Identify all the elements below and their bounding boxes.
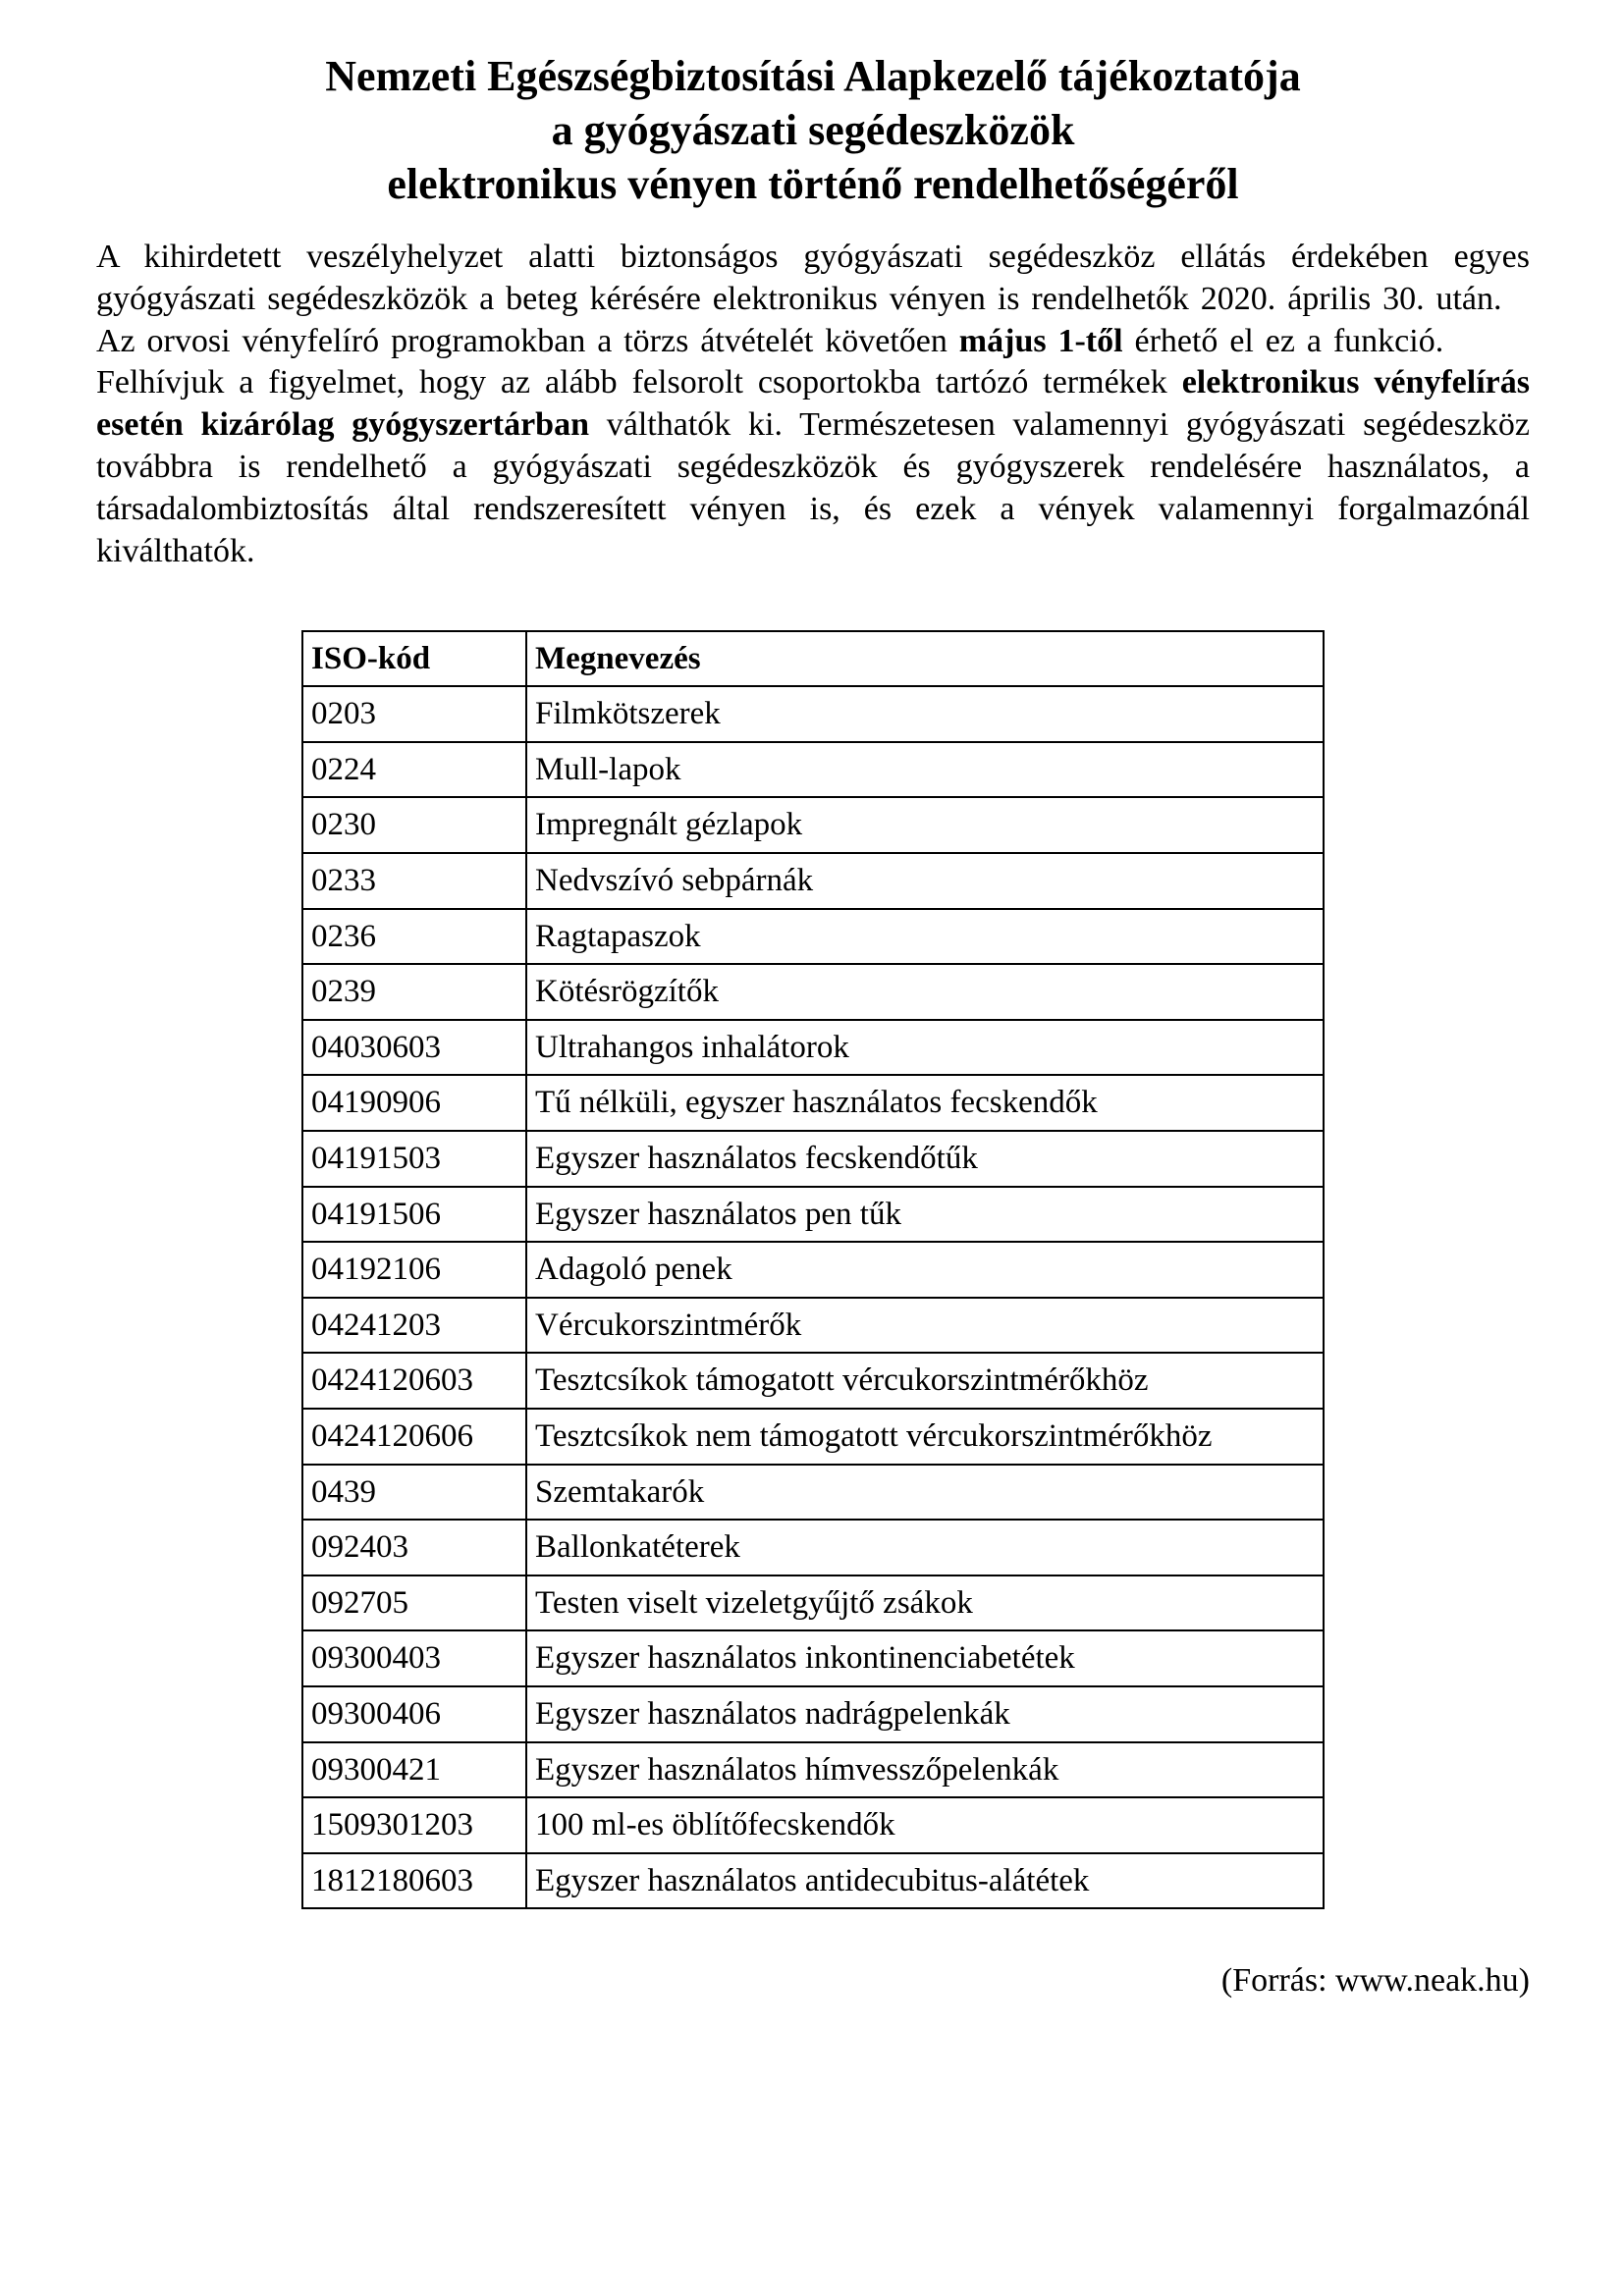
iso-code-cell: 04241203 [302, 1298, 526, 1354]
product-name-cell: Nedvszívó sebpárnák [526, 853, 1324, 909]
iso-code-cell: 092403 [302, 1520, 526, 1575]
iso-code-table [301, 630, 1325, 1910]
iso-code-cell: 04191503 [302, 1131, 526, 1187]
product-name-cell: Ragtapaszok [526, 909, 1324, 965]
table-row [302, 1630, 1324, 1686]
product-name-cell: Egyszer használatos hímvesszőpelenkák [526, 1742, 1324, 1798]
iso-code-cell: 0203 [302, 686, 526, 742]
table-row [302, 1353, 1324, 1409]
table-row [302, 1075, 1324, 1131]
product-name-cell: Ballonkatéterek [526, 1520, 1324, 1575]
product-name-cell: Egyszer használatos fecskendőtűk [526, 1131, 1324, 1187]
iso-code-cell: 04190906 [302, 1075, 526, 1131]
iso-code-cell: 1812180603 [302, 1853, 526, 1909]
table-row [302, 1742, 1324, 1798]
iso-code-cell: 0239 [302, 964, 526, 1020]
iso-code-cell: 04192106 [302, 1242, 526, 1298]
iso-code-cell: 09300406 [302, 1686, 526, 1742]
iso-code-cell: 0424120606 [302, 1409, 526, 1465]
iso-code-cell: 0230 [302, 797, 526, 853]
product-name-cell: Egyszer használatos nadrágpelenkák [526, 1686, 1324, 1742]
column-header-megnevezes: Megnevezés [526, 631, 1324, 687]
product-name-cell: Tű nélküli, egyszer használatos fecskendők [526, 1075, 1324, 1131]
product-name-cell: Egyszer használatos antidecubitus-alátétek [526, 1853, 1324, 1909]
iso-code-cell: 1509301203 [302, 1797, 526, 1853]
paragraph-availability-date [96, 321, 1530, 363]
product-name-cell: Kötésrögzítők [526, 964, 1324, 1020]
table-row [302, 853, 1324, 909]
paragraph-availability-bold-date: május 1-től [958, 322, 1123, 359]
table-row [302, 797, 1324, 853]
paragraph-intro [96, 237, 1530, 321]
iso-code-cell: 09300421 [302, 1742, 526, 1798]
iso-code-cell: 04191506 [302, 1187, 526, 1243]
table-row [302, 1686, 1324, 1742]
table-row [302, 1575, 1324, 1631]
paragraph-pharmacy-text-lead: Felhívjuk a figyelmet, hogy az alább felsorolt csoportokba tartózó termékek [96, 364, 1182, 401]
iso-code-cell: 0236 [302, 909, 526, 965]
paragraph-availability-text-lead: Az orvosi vényfelíró programokban a törzs átvételét követően [96, 322, 959, 359]
iso-code-table-header [302, 631, 1324, 687]
table-row [302, 1409, 1324, 1465]
product-name-cell: Testen viselt vizeletgyűjtő zsákok [526, 1575, 1324, 1631]
iso-code-cell: 092705 [302, 1575, 526, 1631]
iso-code-cell: 0224 [302, 742, 526, 798]
table-row [302, 1242, 1324, 1298]
title-line-3: elektronikus vényen történő rendelhetőségéről [387, 160, 1239, 208]
paragraph-pharmacy-notice [96, 362, 1530, 572]
paragraph-availability-text-tail: érhető el ez a funkció. [1122, 322, 1444, 359]
table-row [302, 1298, 1324, 1354]
iso-code-cell: 0439 [302, 1465, 526, 1521]
title-line-1: Nemzeti Egészségbiztosítási Alapkezelő tájékoztatója [325, 52, 1301, 100]
table-row [302, 742, 1324, 798]
product-name-cell: Egyszer használatos pen tűk [526, 1187, 1324, 1243]
table-row [302, 1520, 1324, 1575]
iso-code-cell: 04030603 [302, 1020, 526, 1076]
product-name-cell: Szemtakarók [526, 1465, 1324, 1521]
page-title [96, 49, 1530, 211]
title-line-2: a gyógyászati segédeszközök [551, 106, 1075, 154]
iso-code-cell: 0233 [302, 853, 526, 909]
table-row [302, 1465, 1324, 1521]
iso-code-cell: 09300403 [302, 1630, 526, 1686]
paragraph-pharmacy-text-tail: válthatók ki. Természetesen valamennyi gyógyászati segédeszköz továbbra is rendelhető a gyógyászati segédeszközök és gyógyszerek rendelésére használatos, a társadalombiztosítás által rendszeresített vényen is, és ezek a vények valamennyi forgalmazónál kiválthatók. [96, 406, 1530, 569]
product-name-cell: Vércukorszintmérők [526, 1298, 1324, 1354]
table-row [302, 1187, 1324, 1243]
column-header-iso-code: ISO-kód [302, 631, 526, 687]
table-header-row [302, 631, 1324, 687]
product-name-cell: Tesztcsíkok támogatott vércukorszintmérőkhöz [526, 1353, 1324, 1409]
product-name-cell: Ultrahangos inhalátorok [526, 1020, 1324, 1076]
table-row [302, 909, 1324, 965]
paragraph-pharmacy-bold-condition: elektronikus vényfelírás esetén kizárólag gyógyszertárban [96, 364, 1530, 444]
product-name-cell: Impregnált gézlapok [526, 797, 1324, 853]
iso-code-table-body [302, 686, 1324, 1908]
source-note: (Forrás: www.neak.hu) [1220, 1962, 1530, 2000]
table-row [302, 686, 1324, 742]
product-name-cell: 100 ml-es öblítőfecskendők [526, 1797, 1324, 1853]
table-row [302, 964, 1324, 1020]
table-row [302, 1131, 1324, 1187]
table-row [302, 1020, 1324, 1076]
product-name-cell: Tesztcsíkok nem támogatott vércukorszintmérőkhöz [526, 1409, 1324, 1465]
table-row [302, 1797, 1324, 1853]
product-name-cell: Mull-lapok [526, 742, 1324, 798]
paragraph-intro-text: A kihirdetett veszélyhelyzet alatti biztonságos gyógyászati segédeszköz ellátás érdekében egyes gyógyászati segédeszközök a beteg kérésére elektronikus vényen is rendelhetők 2020. április 30. után. [96, 239, 1530, 317]
table-row [302, 1853, 1324, 1909]
product-name-cell: Adagoló penek [526, 1242, 1324, 1298]
iso-code-cell: 0424120603 [302, 1353, 526, 1409]
product-name-cell: Egyszer használatos inkontinenciabetétek [526, 1630, 1324, 1686]
product-name-cell: Filmkötszerek [526, 686, 1324, 742]
